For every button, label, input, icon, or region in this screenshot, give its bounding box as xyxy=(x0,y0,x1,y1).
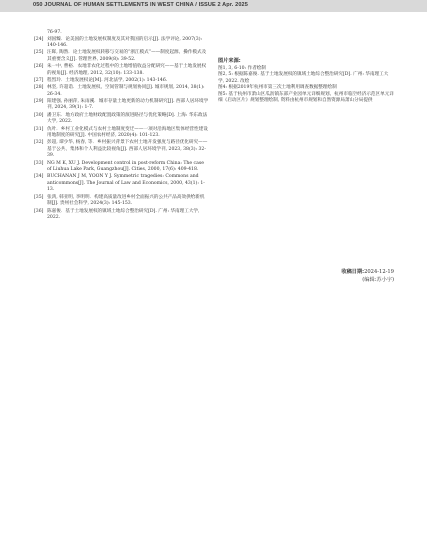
image-sources-section xyxy=(218,58,394,105)
editor-note: (编辑:苏小宇) xyxy=(362,277,394,283)
reference-item xyxy=(34,85,209,98)
reference-number: [35] xyxy=(34,194,44,200)
reference-text: NG M K, XU J. Development control in post-reform China: The case of Liuhua Lake Park, Guangzhou[J]. Cities, 2000, 17(6): 409-418. xyxy=(47,160,204,173)
reference-text: 刘国臻．论美国的土地发展权制度及其对我国的启示[J]. 法学评论, 2007(3): 140-146. xyxy=(47,36,203,48)
received-label: 收稿日期: xyxy=(341,269,365,275)
reference-item xyxy=(34,50,209,63)
reference-number: [29] xyxy=(34,98,44,104)
reference-item xyxy=(34,99,209,112)
image-source-item: 图4: 根据2019年杭州市第三次土地利用调查数据整理绘制 xyxy=(218,85,337,90)
reference-text: 张鸿, 韩亚明, 李明明．构建高质量改进乡村全面振兴的公共产品高效供给新机制[J]. 贵州社会科学, 2024(3): 145-153. xyxy=(47,194,205,207)
image-source-item: 图2, 5: 根据陈嘉俊. 基于土地发展权的镇域土地综合整治研究[D]. 广州: 华南理工大学, 2022. 改绘 xyxy=(218,72,389,84)
reference-item xyxy=(34,209,209,222)
image-source-item: 图5: 基于杭州市萧山区瓜沥镇东部产业园单元详细规划、杭州市临空经济示范区单元详细《启动区片》规划整理绘制, 资料由杭州市规划和自然资源局萧山分局提供 xyxy=(218,91,394,103)
image-source-item: 图1, 3, 6-10: 作者绘制 xyxy=(218,65,266,71)
reference-number: [25] xyxy=(34,50,44,56)
reference-text: 汪晖, 陶然．论土地发展权转移与交易的“浙江模式”——制度起源、操作模式及其重要含义[J]. 管理世界, 2009(8): 39-52. xyxy=(47,50,207,62)
reference-number: [34] xyxy=(34,174,44,180)
reference-number: [26] xyxy=(34,64,44,70)
reference-text: 仇叶．乡村工业化模式与农村土地制度变迁——一项对沿海地区集体经营性建设用地制度的研究[J]. 中国农村经济, 2020(4): 101-123. xyxy=(47,126,208,139)
reference-item xyxy=(34,140,209,160)
reference-text: 程烈玲．土地发展权论[M]. 河北法学, 2002(1): 143-146. xyxy=(47,77,168,83)
reference-item xyxy=(34,37,209,50)
references-list xyxy=(34,30,209,222)
reference-text: 朱一中, 曹裕．农地非农化过程中的土地增值收益分配研究——基于土地发展权的视角[J]. 经济地理, 2012, 32(10): 133-138. xyxy=(47,64,207,76)
reference-item xyxy=(34,113,209,126)
reference-number: [30] xyxy=(34,112,44,118)
received-info xyxy=(300,268,394,284)
reference-number: [31] xyxy=(34,126,44,132)
reference-number: [27] xyxy=(34,77,44,83)
reference-text: 林坚, 许超诣．土地发展权、空间管制与规划协同[J]. 城市规划, 2014, 38(1): 26-34. xyxy=(47,85,205,97)
reference-item xyxy=(34,195,209,208)
received-date: 2024-12-19 xyxy=(364,269,394,275)
reference-number: [33] xyxy=(34,160,44,166)
image-sources-title: 图片来源: xyxy=(218,58,241,64)
reference-item xyxy=(34,174,209,194)
reference-text: 彭超, 谭少华, 杨春, 等．乡村振兴背景下农村土地开发强度与路径优化研究——基于公共、集体和个人利益比较视角[J]. 西部人居环境学刊, 2023, 38(3): 32-39. xyxy=(47,140,208,159)
journal-header-bar xyxy=(0,0,427,12)
reference-item xyxy=(34,161,209,174)
reference-number: [28] xyxy=(34,85,44,91)
reference-text: 阳建强, 孙丽萍, 朱雨溪．城市存量土地更新的动力机制研究[J]. 西部人居环境学刊, 2024, 39(1): 1-7. xyxy=(47,98,209,111)
reference-item xyxy=(34,127,209,140)
reference-number: [24] xyxy=(34,36,44,42)
reference-number: [36] xyxy=(34,208,44,214)
reference-text: 潘卫东．地方政府土地财政配置政策的演进路径与优化策略[D]. 上海: 华东政法大学, 2022. xyxy=(47,112,208,125)
reference-continuation: 76-97. xyxy=(47,30,62,35)
reference-item xyxy=(34,64,209,77)
reference-number: [32] xyxy=(34,140,44,146)
reference-item xyxy=(34,78,209,85)
reference-text: 陈嘉俊．基于土地发展权的镇域土地综合整治研究[D]. 广州: 华南理工大学, 2022. xyxy=(47,208,200,221)
reference-text: BUCHANAN J M, YOON Y J. Symmetric tragedies: Commons and anticommons[J]. The Journal of Law and Economics, 2000, 43(1): 1-13. xyxy=(47,174,205,193)
journal-header-text: 050 JOURNAL OF HUMAN SETTLEMENTS IN WEST CHINA / ISSUE 2 Apr. 2025 xyxy=(33,2,248,8)
